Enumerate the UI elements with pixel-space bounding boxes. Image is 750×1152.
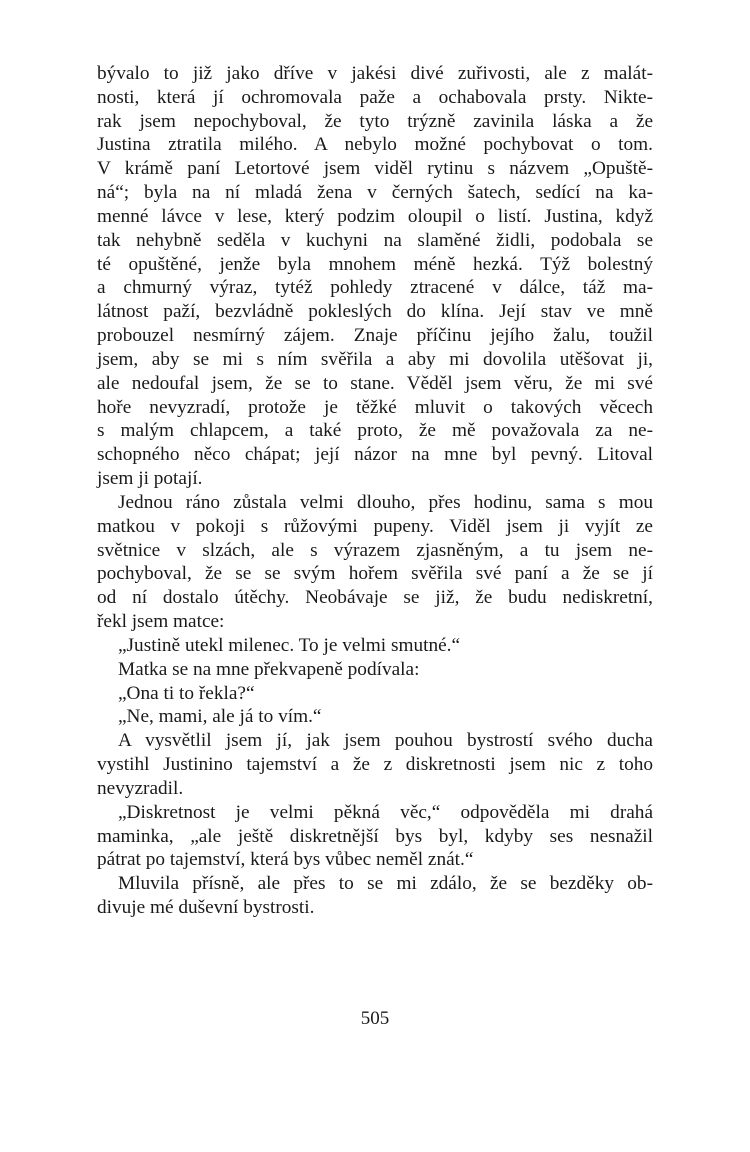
text-line: matkou v pokoji s růžovými pupeny. Viděl jsem ji vyjít ze <box>97 515 653 537</box>
text-line: maminka, „ale ještě diskretnější bys byl, kdyby ses nesnažil <box>97 825 653 847</box>
page-body-text <box>97 62 653 920</box>
text-line: bývalo to již jako dříve v jakési divé zuřivosti, ale z malát- <box>97 63 653 84</box>
text-line: Mluvila přísně, ale přes to se mi zdálo, že se bezděky ob- <box>118 873 653 895</box>
text-line: té opuštěné, jenže byla mnohem méně hezká. Týž bolestný <box>97 253 653 275</box>
text-line: jsem ji potají. <box>97 468 203 490</box>
text-line: ná“; byla na ní mladá žena v černých šatech, sedící na ka- <box>97 182 653 204</box>
text-line: „Ne, mami, ale já to vím.“ <box>118 706 322 728</box>
text-line: světnice v slzách, ale s výrazem zjasněným, a tu jsem ne- <box>97 539 653 561</box>
text-line: probouzel nesmírný zájem. Znaje příčinu jejího žalu, toužil <box>97 325 653 347</box>
text-line: a chmurný výraz, tytéž pohledy ztracené v dálce, táž ma- <box>97 277 653 299</box>
text-line: nosti, která jí ochromovala paže a ochabovala prsty. Nikte- <box>97 86 653 108</box>
text-line: pátrat po tajemství, která bys vůbec neměl znát.“ <box>97 849 474 871</box>
text-line: od ní dostalo útěchy. Neobávaje se již, že budu nediskretní, <box>97 587 653 609</box>
text-line: „Ona ti to řekla?“ <box>118 682 255 704</box>
text-line: A vysvětlil jsem jí, jak jsem pouhou bystrostí svého ducha <box>118 730 653 752</box>
text-line: menné lávce v lese, který podzim oloupil o listí. Justina, když <box>97 205 653 227</box>
page-number: 505 <box>360 1008 390 1029</box>
text-line: řekl jsem matce: <box>97 611 225 633</box>
text-line: s malým chlapcem, a také proto, že mě považovala za ne- <box>97 420 653 442</box>
text-line: pochyboval, že se se svým hořem svěřila své paní a že se jí <box>97 563 653 585</box>
text-line: jsem, aby se mi s ním svěřila a aby mi dovolila utěšovat ji, <box>97 348 653 370</box>
text-line: Justina ztratila milého. A nebylo možné pochybovat o tom. <box>97 134 653 156</box>
text-line: ale nedoufal jsem, že se to stane. Věděl jsem věru, že mi své <box>97 372 653 394</box>
text-line: tak nehybně seděla v kuchyni na slaměné židli, podobala se <box>97 229 653 251</box>
text-line: vystihl Justinino tajemství a že z diskretnosti jsem nic z toho <box>97 754 653 776</box>
text-line: nevyzradil. <box>97 777 184 799</box>
text-line: „Justině utekl milenec. To je velmi smutné.“ <box>118 634 461 656</box>
text-line: Matka se na mne překvapeně podívala: <box>118 658 420 680</box>
text-line: látnost paží, bezvládně pokleslých do klína. Její stav ve mně <box>97 301 653 323</box>
text-line: „Diskretnost je velmi pěkná věc,“ odpověděla mi drahá <box>118 801 653 823</box>
text-line: divuje mé duševní bystrosti. <box>97 896 315 918</box>
text-line: schopného něco chápat; její názor na mne byl pevný. Litoval <box>97 444 653 466</box>
text-line: V krámě paní Letortové jsem viděl rytinu s názvem „Opuště- <box>97 158 653 180</box>
text-line: rak jsem nepochyboval, že tyto trýzně zavinila láska a že <box>97 110 653 132</box>
text-line: Jednou ráno zůstala velmi dlouho, přes hodinu, sama s mou <box>118 491 653 513</box>
text-line: hoře nevyzradí, protože je těžké mluvit o takových věcech <box>97 396 653 418</box>
